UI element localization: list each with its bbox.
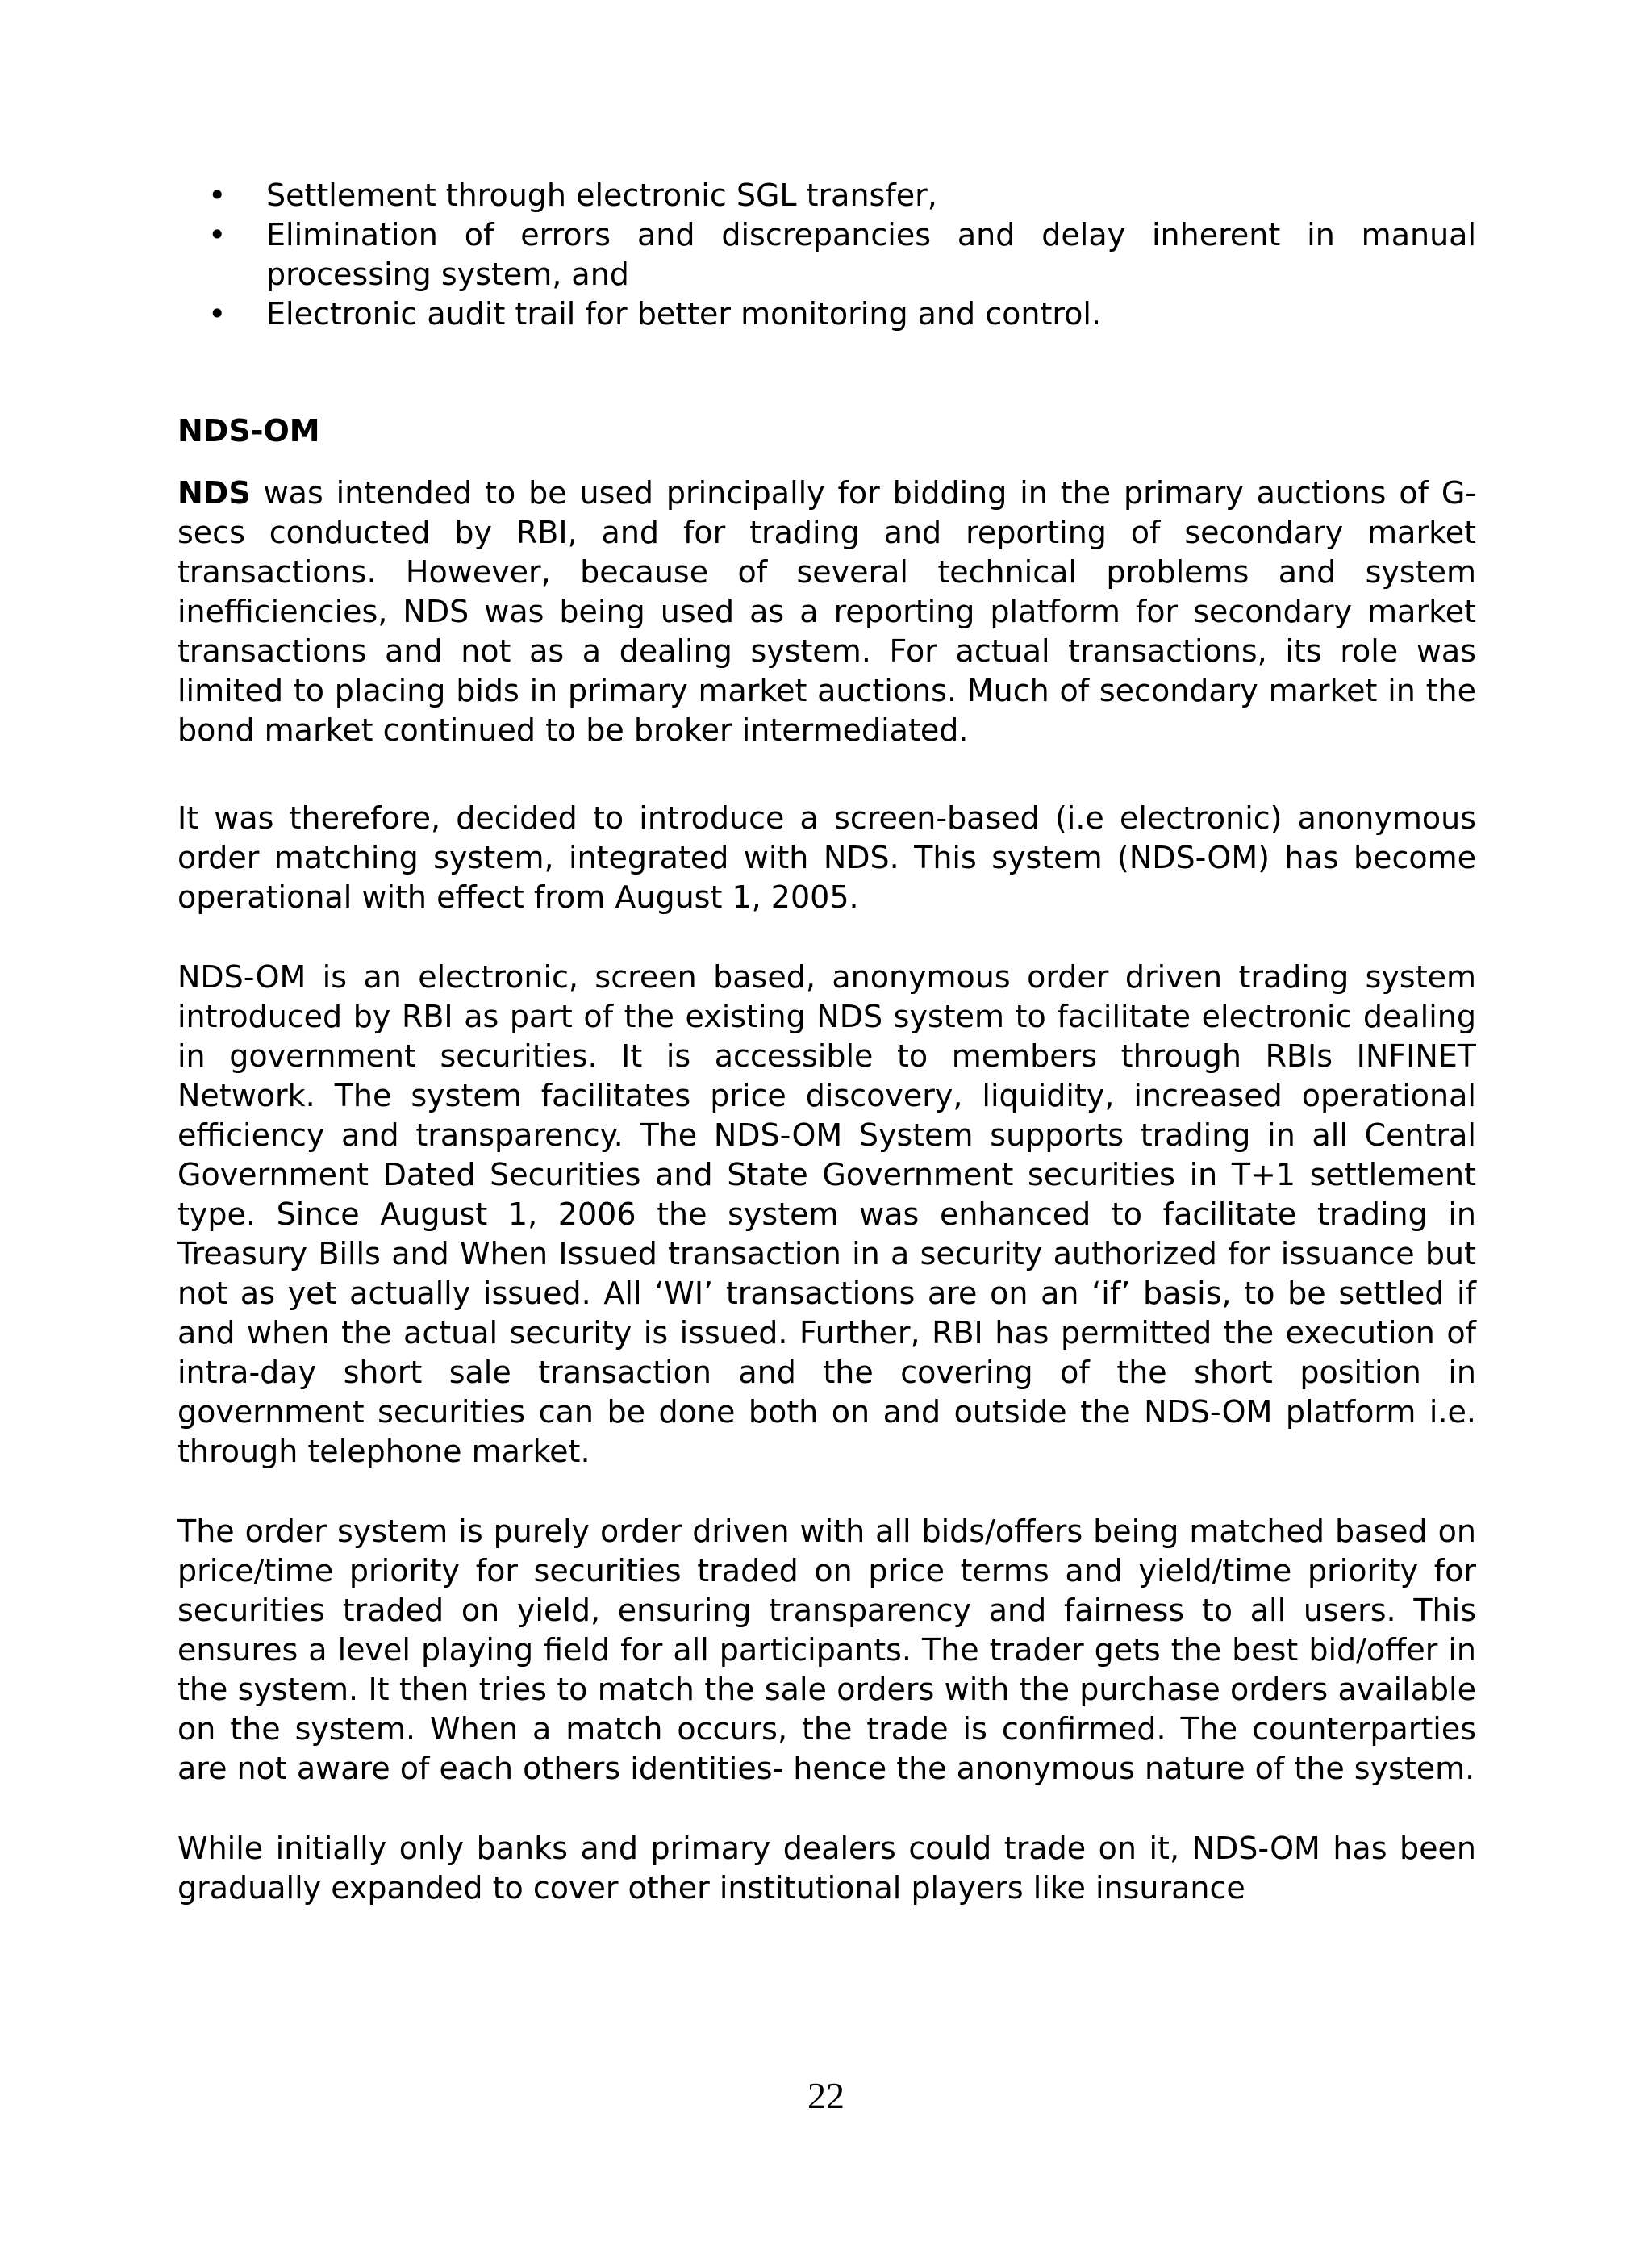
paragraph-decision: It was therefore, decided to introduce a screen-based (i.e electronic) anonymous order matching system, integrated with NDS. This system (NDS-OM) has become operational with effect from August 1, 2005.: [177, 800, 1476, 915]
bullet-item: [177, 176, 1476, 215]
bullet-text: Electronic audit trail for better monitoring and control.: [266, 296, 1102, 332]
page-content: [177, 176, 1476, 1908]
paragraph-lead-term: NDS: [177, 475, 251, 511]
paragraph-nds-om-description: NDS-OM is an electronic, screen based, anonymous order driven trading system introduced by RBI as part of the existing NDS system to facilitate electronic dealing in government securities. It is accessible to members through RBIs INFINET Network. The system facilitates price discovery, liquidity, increased operational efficiency and transparency. The NDS-OM System supports trading in all Central Government Dated Securities and State Government securities in T+1 settlement type. Since August 1, 2006 the system was enhanced to facilitate trading in Treasury Bills and When Issued transaction in a security authorized for issuance but not as yet actually issued. All ‘WI’ transactions are on an ‘if’ basis, to be settled if and when the actual security is issued. Further, RBI has permitted the execution of intra-day short sale transaction and the covering of the short position in government securities can be done both on and outside the NDS-OM platform i.e. through telephone market.: [177, 959, 1476, 1469]
bullet-text: Settlement through electronic SGL transfer,: [266, 177, 937, 213]
bullet-item: [177, 215, 1476, 294]
bullet-list: [177, 176, 1476, 334]
bullet-text: Elimination of errors and discrepancies and delay inherent in manual processing system, and: [266, 217, 1476, 292]
bullet-dot-icon: •: [208, 217, 227, 253]
paragraph-nds-intro: [177, 474, 1476, 750]
section-heading: NDS-OM: [177, 413, 320, 449]
bullet-dot-icon: •: [208, 296, 227, 332]
bullet-item: [177, 294, 1476, 334]
paragraph-expansion: While initially only banks and primary dealers could trade on it, NDS-OM has been gradually expanded to cover other institutional players like insurance: [177, 1831, 1476, 1906]
paragraph-text: was intended to be used principally for bidding in the primary auctions of G-secs conducted by RBI, and for trading and reporting of secondary market transactions. However, because of several technical problems and system inefficiencies, NDS was being used as a reporting platform for secondary market transactions and not as a dealing system. For actual transactions, its role was limited to placing bids in primary market auctions. Much of secondary market in the bond market continued to be broker intermediated.: [177, 475, 1476, 748]
bullet-dot-icon: •: [208, 177, 227, 213]
page-number: 22: [807, 2075, 845, 2116]
paragraph-order-system: The order system is purely order driven with all bids/offers being matched based on price/time priority for securities traded on price terms and yield/time priority for securities traded on yield, ensuring transparency and fairness to all users. This ensures a level playing field for all participants. The trader gets the best bid/offer in the system. It then tries to match the sale orders with the purchase orders available on the system. When a match occurs, the trade is confirmed. The counterparties are not aware of each others identities- hence the anonymous nature of the system.: [177, 1513, 1476, 1786]
